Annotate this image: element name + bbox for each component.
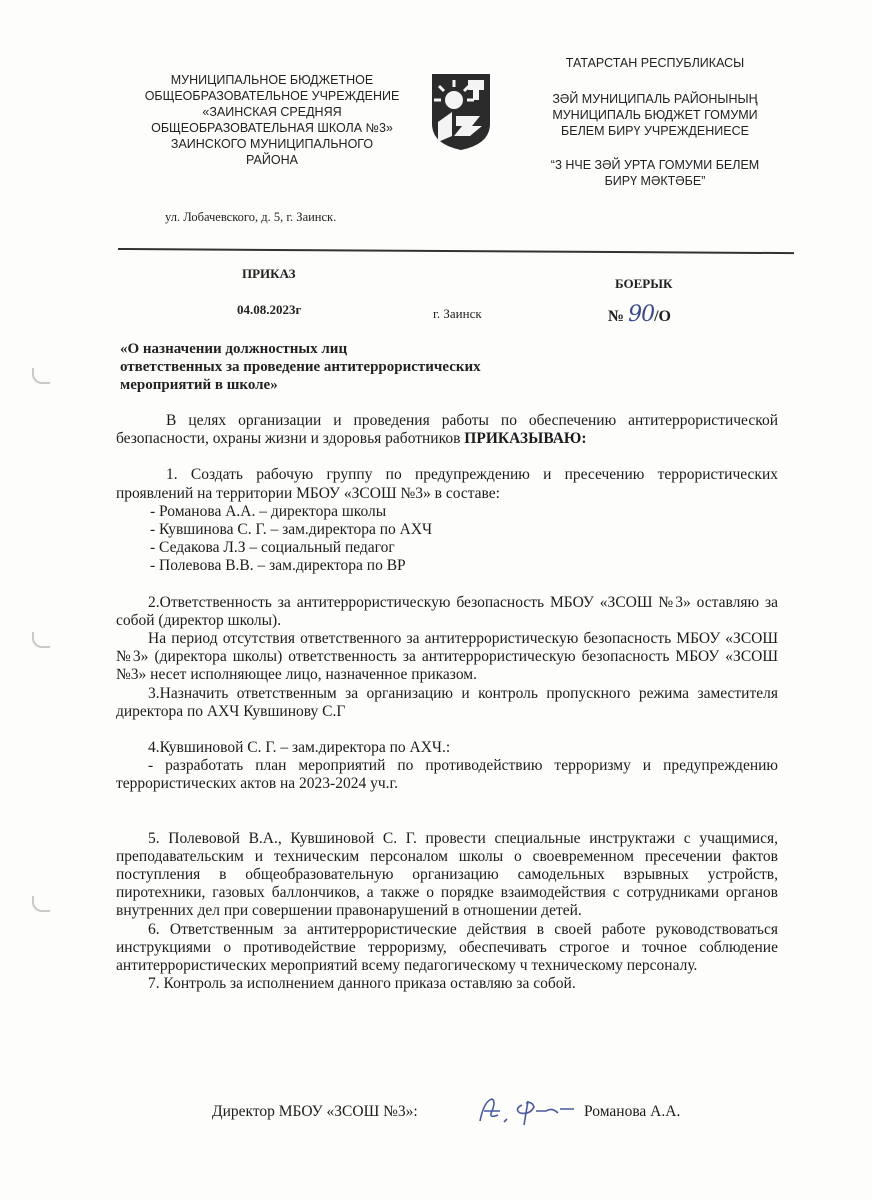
order-title-tt: БОЕРЫК — [615, 276, 673, 291]
item-3: 3.Назначить ответственным за организацию и контроль пропускного режима заместителя директора по АХЧ Кувшинову С.Г — [116, 684, 778, 720]
header-right-line: БИРҮ МӘКТӘБЕ” — [604, 174, 706, 188]
city-emblem-icon — [430, 72, 492, 152]
order-city: г. Заинск — [433, 306, 482, 321]
header-left-line: ОБЩЕОБРАЗОВАТЕЛЬНАЯ ШКОЛА №3» — [151, 121, 393, 135]
intro-paragraph — [116, 412, 778, 448]
order-date: 04.08.2023г — [237, 302, 302, 317]
header-right-line: “3 НЧЕ ЗӘЙ УРТА ГОМУМИ БЕЛЕМ — [550, 158, 760, 172]
item-2-continued: На период отсутствия ответственного за антитеррористическую безопасность МБОУ «ЗСОШ №3» (директора школы) ответственность за антитеррористическую безопасность МБОУ «ЗСОШ №3» несет исполняющее лицо, назначенное приказом. — [116, 630, 778, 684]
order-number — [608, 302, 671, 327]
header-right-block — [510, 55, 800, 189]
signature-name: Романова А.А. — [584, 1103, 681, 1120]
order-subject — [120, 340, 560, 394]
order-number-suffix: /О — [654, 308, 671, 325]
item-2: 2.Ответственность за антитеррористическую безопасность МБОУ «ЗСОШ №3» оставляю за собой (директор школы). — [116, 593, 778, 629]
header-divider — [118, 248, 794, 254]
subject-line: «О назначении должностных лиц — [120, 341, 348, 357]
header-right-line: БЕЛЕМ БИРҮ УЧРЕЖДЕНИЕСЕ — [561, 124, 749, 138]
header-left-block — [122, 72, 422, 168]
item-1: 1. Создать рабочую группу по предупреждению и пресечению террористических проявлений на территории МБОУ «ЗСОШ №3» в составе: — [116, 466, 778, 502]
handwritten-signature — [474, 1095, 579, 1127]
order-title-ru: ПРИКАЗ — [242, 266, 296, 281]
signature-block — [212, 1103, 732, 1121]
item-4-task: - разработать план мероприятий по противодействию терроризму и предупреждению террористических актов на 2023-2024 уч.г. — [116, 757, 778, 793]
header-left-line: РАЙОНА — [246, 153, 298, 167]
signature-title: Директор МБОУ «ЗСОШ №3»: — [212, 1103, 418, 1120]
header-left-line: МУНИЦИПАЛЬНОЕ БЮДЖЕТНОЕ — [170, 73, 374, 87]
subject-line: мероприятий в школе» — [120, 377, 278, 393]
order-number-sign: № — [608, 308, 625, 325]
order-body — [116, 412, 778, 993]
member-item: - Кувшинова С. Г. – зам.директора по АХЧ — [150, 521, 433, 539]
order-number-handwritten: 90 — [628, 302, 655, 327]
school-address: ул. Лобачевского, д. 5, г. Заинск. — [165, 210, 337, 224]
header-left-line: «ЗАИНСКАЯ СРЕДНЯЯ — [202, 105, 342, 119]
member-item: - Седакова Л.З – социальный педагог — [150, 539, 395, 557]
intro-command: ПРИКАЗЫВАЮ: — [464, 430, 587, 448]
punch-hole-mark — [32, 368, 50, 384]
item-4: 4.Кувшиновой С. Г. – зам.директора по АХЧ.: — [148, 739, 451, 757]
subject-line: ответственных за проведение антитеррористических — [120, 359, 481, 375]
member-item: - Полевова В.В. – зам.директора по ВР — [150, 557, 406, 575]
header-left-line: ЗАИНСКОГО МУНИЦИПАЛЬНОГО — [170, 137, 374, 151]
intro-text: В целях организации и проведения работы по обеспечению антитеррористической безопасности, охраны жизни и здоровья работников — [116, 412, 778, 448]
header-right-line: ЗӘЙ МУНИЦИПАЛЬ РАЙОНЫНЫҢ — [552, 92, 758, 106]
header-right-republic: ТАТАРСТАН РЕСПУБЛИКАСЫ — [565, 56, 745, 70]
punch-hole-mark — [32, 896, 50, 912]
header-left-line: ОБЩЕОБРАЗОВАТЕЛЬНОЕ УЧРЕЖДЕНИЕ — [144, 89, 400, 103]
member-item: - Романова А.А. – директора школы — [150, 502, 387, 520]
item-5: 5. Полевовой В.А., Кувшиновой С. Г. провести специальные инструктажи с учащимися, преподавательским и техническим персоналом школы о своевременном пресечении фактов поступления в общеобразовательную организацию самодельных взрывных устройств, пиротехники, газовых баллончиков, а также о порядке взаимодействия с сотрудниками органов внутренних дел при совершении правонарушений в отношении детей. — [116, 829, 778, 920]
punch-hole-mark — [32, 632, 50, 648]
header-right-line: МУНИЦИПАЛЬ БЮДЖЕТ ГОМУМИ — [552, 108, 758, 122]
item-7: 7. Контроль за исполнением данного приказа оставляю за собой. — [148, 975, 576, 993]
item-6: 6. Ответственным за антитеррористические действия в своей работе руководствоваться инструкциями о противодействие терроризму, обеспечивать строгое и точное соблюдение антитеррористических мероприятий всему педагогическому ч техническому персоналу. — [116, 920, 778, 975]
